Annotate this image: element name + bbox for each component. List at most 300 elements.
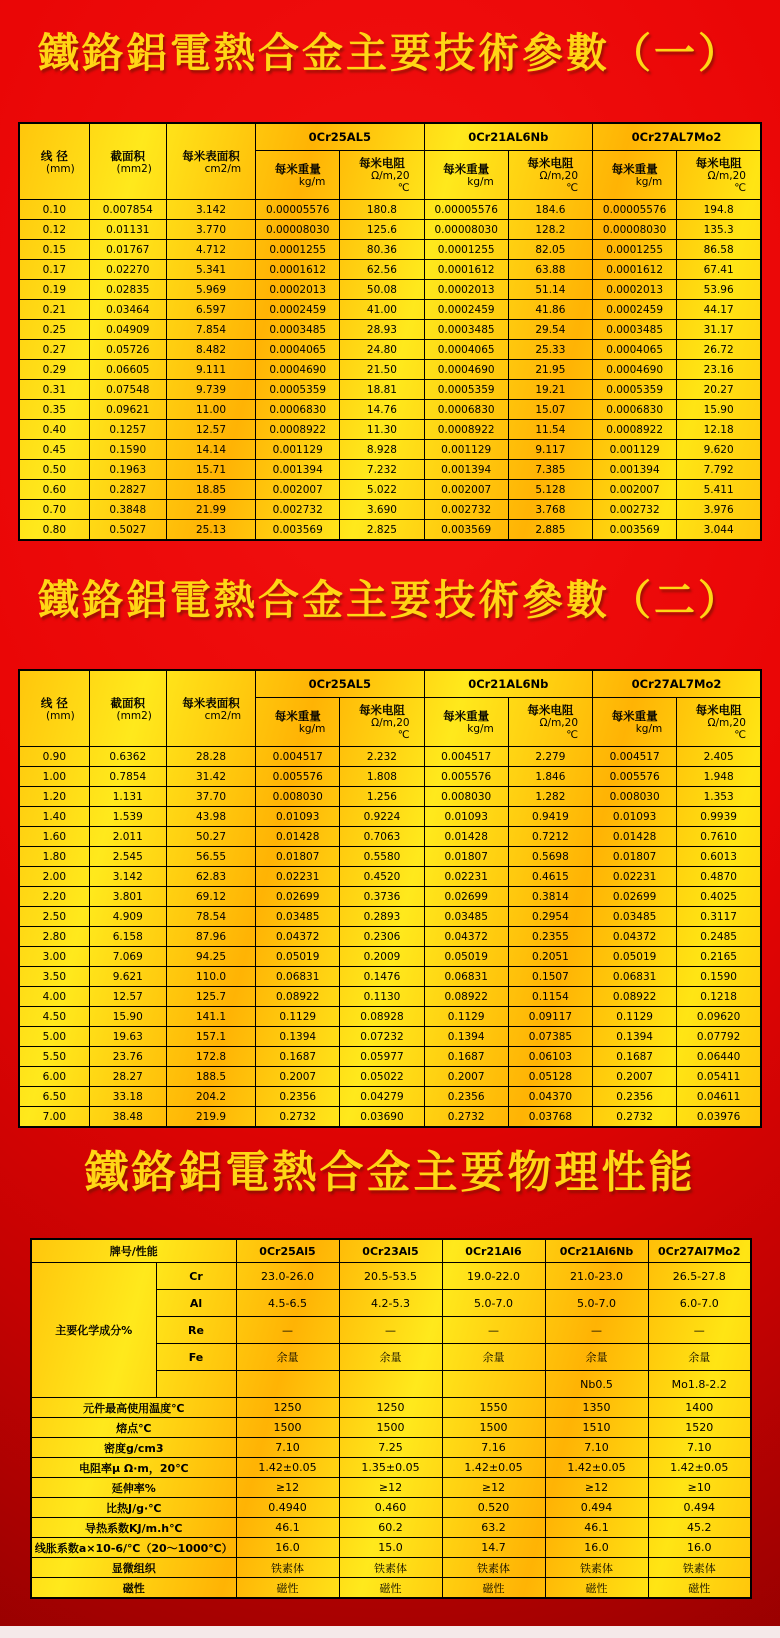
chem-value: — xyxy=(545,1317,648,1344)
data-cell: 0.0002013 xyxy=(424,280,508,300)
data-cell: 0.003569 xyxy=(256,520,340,541)
data-cell: 0.01093 xyxy=(593,807,677,827)
data-cell: 9.620 xyxy=(677,440,761,460)
data-cell: 0.09620 xyxy=(677,1007,761,1027)
property-row xyxy=(31,1518,751,1538)
data-cell: 69.12 xyxy=(166,887,255,907)
property-row xyxy=(31,1458,751,1478)
data-row xyxy=(19,380,761,400)
data-cell: 0.12 xyxy=(19,220,89,240)
grade-header: 0Cr21Al6Nb xyxy=(545,1239,648,1263)
property-row xyxy=(31,1398,751,1418)
data-cell: 0.01807 xyxy=(424,847,508,867)
data-cell: 128.2 xyxy=(508,220,592,240)
property-value: 磁性 xyxy=(339,1578,442,1599)
data-cell: 12.57 xyxy=(166,420,255,440)
data-cell: 0.2356 xyxy=(256,1087,340,1107)
property-row xyxy=(31,1578,751,1599)
chem-value: 26.5-27.8 xyxy=(648,1263,751,1290)
data-cell: 0.2827 xyxy=(89,480,166,500)
data-cell: 0.06831 xyxy=(424,967,508,987)
data-cell: 86.58 xyxy=(677,240,761,260)
data-cell: 0.002007 xyxy=(256,480,340,500)
data-cell: 0.0002013 xyxy=(593,280,677,300)
data-cell: 0.2355 xyxy=(508,927,592,947)
property-value: 0.494 xyxy=(648,1498,751,1518)
data-cell: 0.03690 xyxy=(340,1107,424,1128)
alloy-header-0cr21al6nb: 0Cr21AL6Nb xyxy=(424,670,592,698)
data-cell: 0.03464 xyxy=(89,300,166,320)
property-value: 1500 xyxy=(236,1418,339,1438)
data-cell: 0.02270 xyxy=(89,260,166,280)
data-cell: 0.3736 xyxy=(340,887,424,907)
data-cell: 0.2893 xyxy=(340,907,424,927)
data-cell: 0.2007 xyxy=(256,1067,340,1087)
element-label: Re xyxy=(156,1317,236,1344)
property-row xyxy=(31,1558,751,1578)
data-row xyxy=(19,340,761,360)
data-cell: 0.02699 xyxy=(593,887,677,907)
data-cell: 2.545 xyxy=(89,847,166,867)
data-row xyxy=(19,200,761,220)
chem-value: 余量 xyxy=(442,1344,545,1371)
data-cell: 87.96 xyxy=(166,927,255,947)
data-cell: 0.02699 xyxy=(256,887,340,907)
property-value: 1400 xyxy=(648,1398,751,1418)
data-row xyxy=(19,887,761,907)
data-cell: 0.0002459 xyxy=(424,300,508,320)
data-row xyxy=(19,827,761,847)
property-label: 比热J/g·℃ xyxy=(31,1498,236,1518)
data-cell: 0.21 xyxy=(19,300,89,320)
data-cell: 0.2732 xyxy=(593,1107,677,1128)
data-row xyxy=(19,480,761,500)
data-cell: 0.1154 xyxy=(508,987,592,1007)
data-cell: 0.01093 xyxy=(424,807,508,827)
property-value: 7.10 xyxy=(648,1438,751,1458)
property-value: 14.7 xyxy=(442,1538,545,1558)
property-value: 15.0 xyxy=(339,1538,442,1558)
data-cell: 0.03976 xyxy=(677,1107,761,1128)
data-cell: 28.27 xyxy=(89,1067,166,1087)
col-header-resistance: 每米电阻 Ω/m,20 ℃ xyxy=(677,698,761,747)
data-cell: 0.01131 xyxy=(89,220,166,240)
data-cell: 2.00 xyxy=(19,867,89,887)
property-label: 显微组织 xyxy=(31,1558,236,1578)
data-cell: 0.0001612 xyxy=(424,260,508,280)
data-row xyxy=(19,867,761,887)
data-cell: 23.16 xyxy=(677,360,761,380)
data-cell: 0.9419 xyxy=(508,807,592,827)
data-cell: 6.597 xyxy=(166,300,255,320)
data-cell: 194.8 xyxy=(677,200,761,220)
chem-row xyxy=(31,1263,751,1290)
data-cell: 28.28 xyxy=(166,747,255,767)
data-row xyxy=(19,420,761,440)
data-row xyxy=(19,220,761,240)
data-cell: 0.2009 xyxy=(340,947,424,967)
data-cell: 0.2007 xyxy=(593,1067,677,1087)
data-cell: 135.3 xyxy=(677,220,761,240)
data-cell: 80.36 xyxy=(340,240,424,260)
chem-value: 6.0-7.0 xyxy=(648,1290,751,1317)
data-cell: 0.002732 xyxy=(424,500,508,520)
data-cell: 2.20 xyxy=(19,887,89,907)
col-header-resistance: 每米电阻 Ω/m,20 ℃ xyxy=(340,698,424,747)
property-value: 0.494 xyxy=(545,1498,648,1518)
data-cell: 1.808 xyxy=(340,767,424,787)
data-cell: 0.00005576 xyxy=(424,200,508,220)
chem-value: 余量 xyxy=(339,1344,442,1371)
data-cell: 0.08922 xyxy=(424,987,508,1007)
col-header-resistance: 每米电阻 Ω/m,20 ℃ xyxy=(508,151,592,200)
element-label xyxy=(156,1371,236,1398)
data-cell: 0.1687 xyxy=(256,1047,340,1067)
data-cell: 28.93 xyxy=(340,320,424,340)
property-row xyxy=(31,1418,751,1438)
data-cell: 0.1394 xyxy=(424,1027,508,1047)
data-row xyxy=(19,1087,761,1107)
data-cell: 0.0002459 xyxy=(256,300,340,320)
data-row xyxy=(19,1107,761,1128)
data-cell: 0.05019 xyxy=(593,947,677,967)
data-cell: 7.00 xyxy=(19,1107,89,1128)
data-cell: 2.50 xyxy=(19,907,89,927)
data-cell: 0.00005576 xyxy=(256,200,340,220)
alloy-header-0cr25al5: 0Cr25AL5 xyxy=(256,670,424,698)
data-cell: 180.8 xyxy=(340,200,424,220)
data-cell: 0.05411 xyxy=(677,1067,761,1087)
data-row xyxy=(19,807,761,827)
data-cell: 0.7610 xyxy=(677,827,761,847)
property-value: 46.1 xyxy=(545,1518,648,1538)
data-row xyxy=(19,787,761,807)
data-cell: 0.002007 xyxy=(424,480,508,500)
data-cell: 0.08928 xyxy=(340,1007,424,1027)
data-cell: 0.1507 xyxy=(508,967,592,987)
data-cell: 38.48 xyxy=(89,1107,166,1128)
property-value: 铁素体 xyxy=(648,1558,751,1578)
data-cell: 62.83 xyxy=(166,867,255,887)
property-value: ≥12 xyxy=(442,1478,545,1498)
data-cell: 0.10 xyxy=(19,200,89,220)
data-cell: 0.45 xyxy=(19,440,89,460)
data-cell: 0.06440 xyxy=(677,1047,761,1067)
data-cell: 0.17 xyxy=(19,260,89,280)
data-cell: 0.90 xyxy=(19,747,89,767)
data-cell: 11.00 xyxy=(166,400,255,420)
data-row xyxy=(19,300,761,320)
property-value: 1.42±0.05 xyxy=(648,1458,751,1478)
property-value: 磁性 xyxy=(442,1578,545,1599)
data-cell: 0.05022 xyxy=(340,1067,424,1087)
data-cell: 29.54 xyxy=(508,320,592,340)
params-table-1-body xyxy=(19,200,761,541)
data-cell: 0.04279 xyxy=(340,1087,424,1107)
data-cell: 0.60 xyxy=(19,480,89,500)
chem-value: 21.0-23.0 xyxy=(545,1263,648,1290)
data-cell: 1.00 xyxy=(19,767,89,787)
data-cell: 0.3848 xyxy=(89,500,166,520)
data-row xyxy=(19,967,761,987)
chem-value: — xyxy=(236,1317,339,1344)
property-value: 1550 xyxy=(442,1398,545,1418)
data-cell: 1.80 xyxy=(19,847,89,867)
data-cell: 0.0005359 xyxy=(593,380,677,400)
data-cell: 0.9939 xyxy=(677,807,761,827)
property-value: 1250 xyxy=(236,1398,339,1418)
data-cell: 0.04909 xyxy=(89,320,166,340)
chem-value: — xyxy=(442,1317,545,1344)
grade-header: 0Cr21Al6 xyxy=(442,1239,545,1263)
data-cell: 78.54 xyxy=(166,907,255,927)
data-cell: 19.63 xyxy=(89,1027,166,1047)
data-cell: 7.385 xyxy=(508,460,592,480)
data-cell: 50.27 xyxy=(166,827,255,847)
data-cell: 21.95 xyxy=(508,360,592,380)
data-cell: 0.002732 xyxy=(593,500,677,520)
data-cell: 0.0004690 xyxy=(593,360,677,380)
chem-value: 余量 xyxy=(648,1344,751,1371)
data-cell: 5.128 xyxy=(508,480,592,500)
data-cell: 0.2485 xyxy=(677,927,761,947)
data-row xyxy=(19,1067,761,1087)
data-cell: 0.4870 xyxy=(677,867,761,887)
property-label: 熔点℃ xyxy=(31,1418,236,1438)
data-cell: 1.282 xyxy=(508,787,592,807)
data-cell: 3.690 xyxy=(340,500,424,520)
property-label: 线胀系数a×10-6/℃（20～1000℃） xyxy=(31,1538,236,1558)
property-label: 导热系数KJ/m.h℃ xyxy=(31,1518,236,1538)
data-cell: 0.0005359 xyxy=(424,380,508,400)
data-cell: 0.2954 xyxy=(508,907,592,927)
data-cell: 0.06831 xyxy=(593,967,677,987)
property-row xyxy=(31,1478,751,1498)
alloy-header-0cr27al7mo2: 0Cr27AL7Mo2 xyxy=(593,123,761,151)
data-row xyxy=(19,767,761,787)
data-cell: 0.1963 xyxy=(89,460,166,480)
col-header-cross-section: 截面积 (mm2) xyxy=(89,670,166,747)
property-value: 46.1 xyxy=(236,1518,339,1538)
chem-value: Nb0.5 xyxy=(545,1371,648,1398)
data-row xyxy=(19,320,761,340)
property-value: 7.10 xyxy=(545,1438,648,1458)
data-cell: 63.88 xyxy=(508,260,592,280)
data-cell: 0.0004065 xyxy=(593,340,677,360)
data-cell: 0.3117 xyxy=(677,907,761,927)
chem-value: — xyxy=(339,1317,442,1344)
data-cell: 0.0004690 xyxy=(256,360,340,380)
data-cell: 0.005576 xyxy=(256,767,340,787)
data-cell: 0.02231 xyxy=(593,867,677,887)
data-cell: 3.801 xyxy=(89,887,166,907)
data-row xyxy=(19,440,761,460)
data-cell: 0.70 xyxy=(19,500,89,520)
property-value: 1.35±0.05 xyxy=(339,1458,442,1478)
data-cell: 0.03485 xyxy=(424,907,508,927)
data-cell: 0.001129 xyxy=(256,440,340,460)
data-cell: 0.0002013 xyxy=(256,280,340,300)
data-cell: 0.0003485 xyxy=(593,320,677,340)
property-value: 0.520 xyxy=(442,1498,545,1518)
data-cell: 0.001129 xyxy=(424,440,508,460)
data-cell: 19.21 xyxy=(508,380,592,400)
data-cell: 2.885 xyxy=(508,520,592,541)
col-header-diameter: 线 径 (mm) xyxy=(19,123,89,200)
data-cell: 172.8 xyxy=(166,1047,255,1067)
data-cell: 2.232 xyxy=(340,747,424,767)
data-cell: 18.85 xyxy=(166,480,255,500)
data-cell: 0.01428 xyxy=(593,827,677,847)
section-title-params-2: 鐵鉻鋁電熱合金主要技術參數（二） xyxy=(38,576,742,624)
property-value: 1350 xyxy=(545,1398,648,1418)
data-cell: 1.60 xyxy=(19,827,89,847)
property-value: 16.0 xyxy=(648,1538,751,1558)
data-cell: 11.30 xyxy=(340,420,424,440)
data-cell: 0.6362 xyxy=(89,747,166,767)
col-header-weight: 每米重量 kg/m xyxy=(424,151,508,200)
chem-value: Mo1.8-2.2 xyxy=(648,1371,751,1398)
data-cell: 9.621 xyxy=(89,967,166,987)
bottom-edge-strip xyxy=(0,1626,780,1638)
data-cell: 0.02699 xyxy=(424,887,508,907)
data-cell: 0.0004065 xyxy=(256,340,340,360)
data-cell: 0.09117 xyxy=(508,1007,592,1027)
data-cell: 15.90 xyxy=(677,400,761,420)
property-label: 元件最高使用温度℃ xyxy=(31,1398,236,1418)
data-row xyxy=(19,400,761,420)
data-cell: 5.341 xyxy=(166,260,255,280)
data-cell: 3.142 xyxy=(89,867,166,887)
data-cell: 0.05726 xyxy=(89,340,166,360)
data-cell: 25.33 xyxy=(508,340,592,360)
data-cell: 1.948 xyxy=(677,767,761,787)
data-cell: 9.739 xyxy=(166,380,255,400)
data-cell: 14.14 xyxy=(166,440,255,460)
data-cell: 0.1130 xyxy=(340,987,424,1007)
data-cell: 0.15 xyxy=(19,240,89,260)
data-cell: 0.001129 xyxy=(593,440,677,460)
data-cell: 0.0006830 xyxy=(256,400,340,420)
data-cell: 0.002732 xyxy=(256,500,340,520)
data-cell: 0.0008922 xyxy=(593,420,677,440)
data-row xyxy=(19,847,761,867)
property-value: ≥10 xyxy=(648,1478,751,1498)
poster xyxy=(0,24,780,1638)
data-cell: 0.5027 xyxy=(89,520,166,541)
data-cell: 0.06831 xyxy=(256,967,340,987)
data-cell: 0.03485 xyxy=(593,907,677,927)
data-cell: 8.482 xyxy=(166,340,255,360)
chem-value: 5.0-7.0 xyxy=(442,1290,545,1317)
data-cell: 31.17 xyxy=(677,320,761,340)
data-cell: 50.08 xyxy=(340,280,424,300)
phys-header-label: 牌号/性能 xyxy=(31,1239,236,1263)
property-value: 7.25 xyxy=(339,1438,442,1458)
data-row xyxy=(19,947,761,967)
params-table-2 xyxy=(18,669,762,1128)
chem-value: 23.0-26.0 xyxy=(236,1263,339,1290)
property-row xyxy=(31,1498,751,1518)
col-header-resistance: 每米电阻 Ω/m,20 ℃ xyxy=(677,151,761,200)
data-cell: 0.003569 xyxy=(593,520,677,541)
data-cell: 157.1 xyxy=(166,1027,255,1047)
data-cell: 0.2007 xyxy=(424,1067,508,1087)
data-cell: 0.008030 xyxy=(424,787,508,807)
physical-properties-table xyxy=(30,1238,752,1599)
property-row xyxy=(31,1538,751,1558)
data-cell: 51.14 xyxy=(508,280,592,300)
grade-header: 0Cr23Al5 xyxy=(339,1239,442,1263)
data-cell: 0.07548 xyxy=(89,380,166,400)
data-cell: 0.7063 xyxy=(340,827,424,847)
property-value: 1500 xyxy=(442,1418,545,1438)
data-cell: 4.909 xyxy=(89,907,166,927)
data-cell: 204.2 xyxy=(166,1087,255,1107)
data-cell: 6.00 xyxy=(19,1067,89,1087)
data-cell: 0.0005359 xyxy=(256,380,340,400)
col-header-weight: 每米重量 kg/m xyxy=(256,698,340,747)
grade-header: 0Cr25Al5 xyxy=(236,1239,339,1263)
chem-value xyxy=(236,1371,339,1398)
col-header-surface-area: 每米表面积 cm2/m xyxy=(166,670,255,747)
data-cell: 18.81 xyxy=(340,380,424,400)
data-row xyxy=(19,280,761,300)
data-cell: 0.04611 xyxy=(677,1087,761,1107)
data-cell: 0.004517 xyxy=(593,747,677,767)
data-cell: 94.25 xyxy=(166,947,255,967)
data-cell: 1.20 xyxy=(19,787,89,807)
data-cell: 0.3814 xyxy=(508,887,592,907)
data-cell: 3.768 xyxy=(508,500,592,520)
data-cell: 37.70 xyxy=(166,787,255,807)
data-cell: 0.00008030 xyxy=(593,220,677,240)
col-header-cross-section: 截面积 (mm2) xyxy=(89,123,166,200)
data-cell: 0.1590 xyxy=(89,440,166,460)
data-cell: 0.01807 xyxy=(593,847,677,867)
data-cell: 0.2356 xyxy=(593,1087,677,1107)
data-cell: 0.1129 xyxy=(593,1007,677,1027)
chem-value: 4.5-6.5 xyxy=(236,1290,339,1317)
data-cell: 5.411 xyxy=(677,480,761,500)
data-cell: 24.80 xyxy=(340,340,424,360)
data-cell: 15.90 xyxy=(89,1007,166,1027)
data-cell: 0.31 xyxy=(19,380,89,400)
data-cell: 20.27 xyxy=(677,380,761,400)
data-cell: 0.29 xyxy=(19,360,89,380)
property-value: 铁素体 xyxy=(339,1558,442,1578)
data-cell: 14.76 xyxy=(340,400,424,420)
data-cell: 7.854 xyxy=(166,320,255,340)
data-cell: 3.50 xyxy=(19,967,89,987)
data-cell: 31.42 xyxy=(166,767,255,787)
data-row xyxy=(19,520,761,541)
data-cell: 5.00 xyxy=(19,1027,89,1047)
property-label: 电阻率μ Ω·m，20℃ xyxy=(31,1458,236,1478)
property-value: 1510 xyxy=(545,1418,648,1438)
col-header-resistance: 每米电阻 Ω/m,20 ℃ xyxy=(340,151,424,200)
data-cell: 1.40 xyxy=(19,807,89,827)
property-value: 磁性 xyxy=(236,1578,339,1599)
data-cell: 184.6 xyxy=(508,200,592,220)
data-cell: 0.05019 xyxy=(424,947,508,967)
data-cell: 0.0003485 xyxy=(424,320,508,340)
data-cell: 3.976 xyxy=(677,500,761,520)
property-value: 1500 xyxy=(339,1418,442,1438)
data-cell: 4.00 xyxy=(19,987,89,1007)
property-value: 1.42±0.05 xyxy=(545,1458,648,1478)
property-value: 16.0 xyxy=(545,1538,648,1558)
